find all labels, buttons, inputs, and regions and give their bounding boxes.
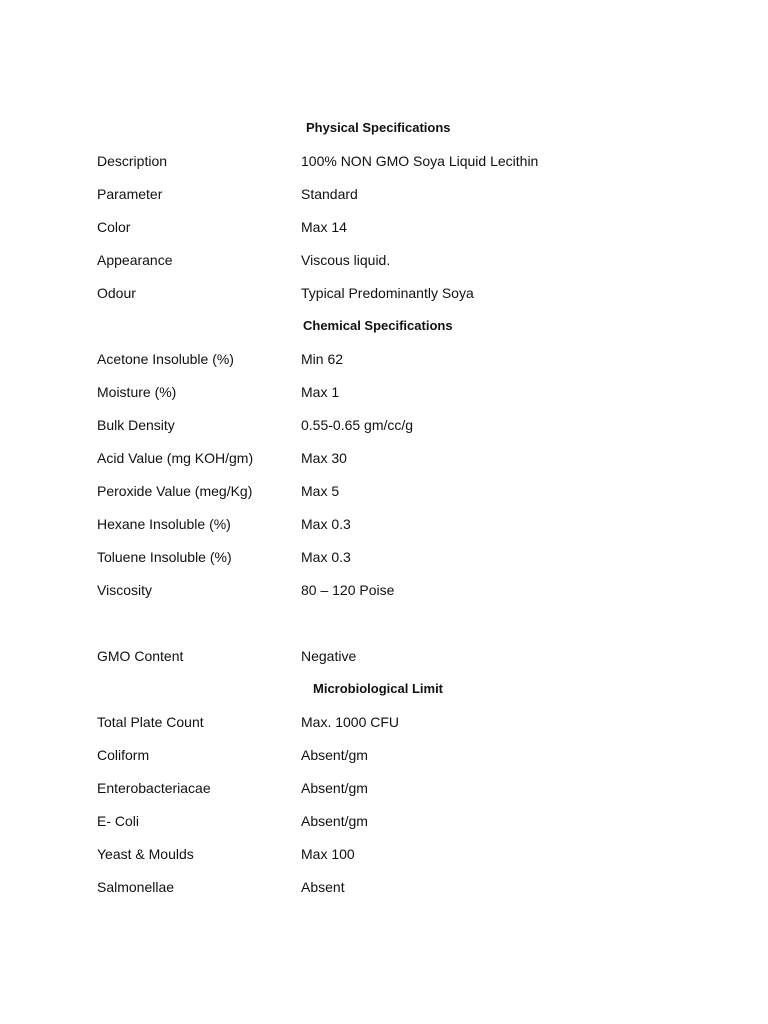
spec-row xyxy=(97,144,668,177)
spec-label: Salmonellae xyxy=(97,878,175,895)
spec-value: Max 14 xyxy=(301,218,347,235)
spec-value: Min 62 xyxy=(301,350,344,367)
spec-row xyxy=(97,540,668,573)
spec-value: Max 30 xyxy=(301,449,347,466)
spec-label: Enterobacteriacae xyxy=(97,779,211,796)
spec-label: Appearance xyxy=(97,251,173,268)
spec-label: Yeast & Moulds xyxy=(97,845,194,862)
spec-value: Absent/gm xyxy=(301,746,368,763)
spec-value: Max 5 xyxy=(301,482,340,499)
spec-row xyxy=(97,837,668,870)
section-heading-microbiological xyxy=(97,672,668,705)
spec-label: Acetone Insoluble (%) xyxy=(97,350,234,367)
spec-value: Negative xyxy=(301,647,357,664)
spec-value: Max 0.3 xyxy=(301,548,351,565)
spec-row xyxy=(97,210,668,243)
spec-value: Typical Predominantly Soya xyxy=(301,284,474,301)
spec-value: Max 0.3 xyxy=(301,515,351,532)
spec-label: Coliform xyxy=(97,746,150,763)
spec-value: Max 1 xyxy=(301,383,340,400)
spec-row xyxy=(97,738,668,771)
spec-label: Hexane Insoluble (%) xyxy=(97,515,231,532)
section-heading-text: Chemical Specifications xyxy=(303,318,453,333)
spec-label: Odour xyxy=(97,284,136,301)
spec-row xyxy=(97,276,668,309)
spec-row xyxy=(97,375,668,408)
blank-row xyxy=(97,606,668,639)
spec-value: Max 100 xyxy=(301,845,355,862)
spec-label: Peroxide Value (meg/Kg) xyxy=(97,482,253,499)
spec-label: Acid Value (mg KOH/gm) xyxy=(97,449,254,466)
spec-label: E- Coli xyxy=(97,812,140,829)
section-heading-physical xyxy=(144,111,668,144)
spec-row xyxy=(97,804,668,837)
section-heading-chemical xyxy=(97,309,668,342)
spec-row xyxy=(97,573,668,606)
spec-label: Viscosity xyxy=(97,581,152,598)
section-heading-text: Microbiological Limit xyxy=(313,681,444,696)
spec-row xyxy=(97,639,668,672)
spec-label: Description xyxy=(97,152,168,169)
spec-value: Standard xyxy=(301,185,358,202)
spec-value: Absent/gm xyxy=(301,812,368,829)
spec-label: Total Plate Count xyxy=(97,713,204,730)
spec-row xyxy=(97,507,668,540)
spec-row xyxy=(97,243,668,276)
spec-row xyxy=(97,474,668,507)
spec-value: Viscous liquid. xyxy=(301,251,391,268)
spec-row xyxy=(97,177,668,210)
specification-table xyxy=(97,111,668,903)
spec-row xyxy=(97,441,668,474)
spec-value: Max. 1000 CFU xyxy=(301,713,400,730)
spec-row xyxy=(97,408,668,441)
section-heading-text: Physical Specifications xyxy=(306,120,451,135)
spec-value: Absent/gm xyxy=(301,779,368,796)
spec-value: Absent xyxy=(301,878,345,895)
spec-row xyxy=(97,771,668,804)
spec-label: GMO Content xyxy=(97,647,184,664)
spec-value: 80 – 120 Poise xyxy=(301,581,395,598)
spec-value: 0.55-0.65 gm/cc/g xyxy=(301,416,414,433)
spec-row xyxy=(97,870,668,903)
spec-label: Parameter xyxy=(97,185,163,202)
spec-label: Toluene Insoluble (%) xyxy=(97,548,232,565)
spec-row xyxy=(97,705,668,738)
spec-value: 100% NON GMO Soya Liquid Lecithin xyxy=(301,152,539,169)
spec-label: Bulk Density xyxy=(97,416,175,433)
spec-label: Color xyxy=(97,218,131,235)
spec-row xyxy=(97,342,668,375)
spec-label: Moisture (%) xyxy=(97,383,177,400)
